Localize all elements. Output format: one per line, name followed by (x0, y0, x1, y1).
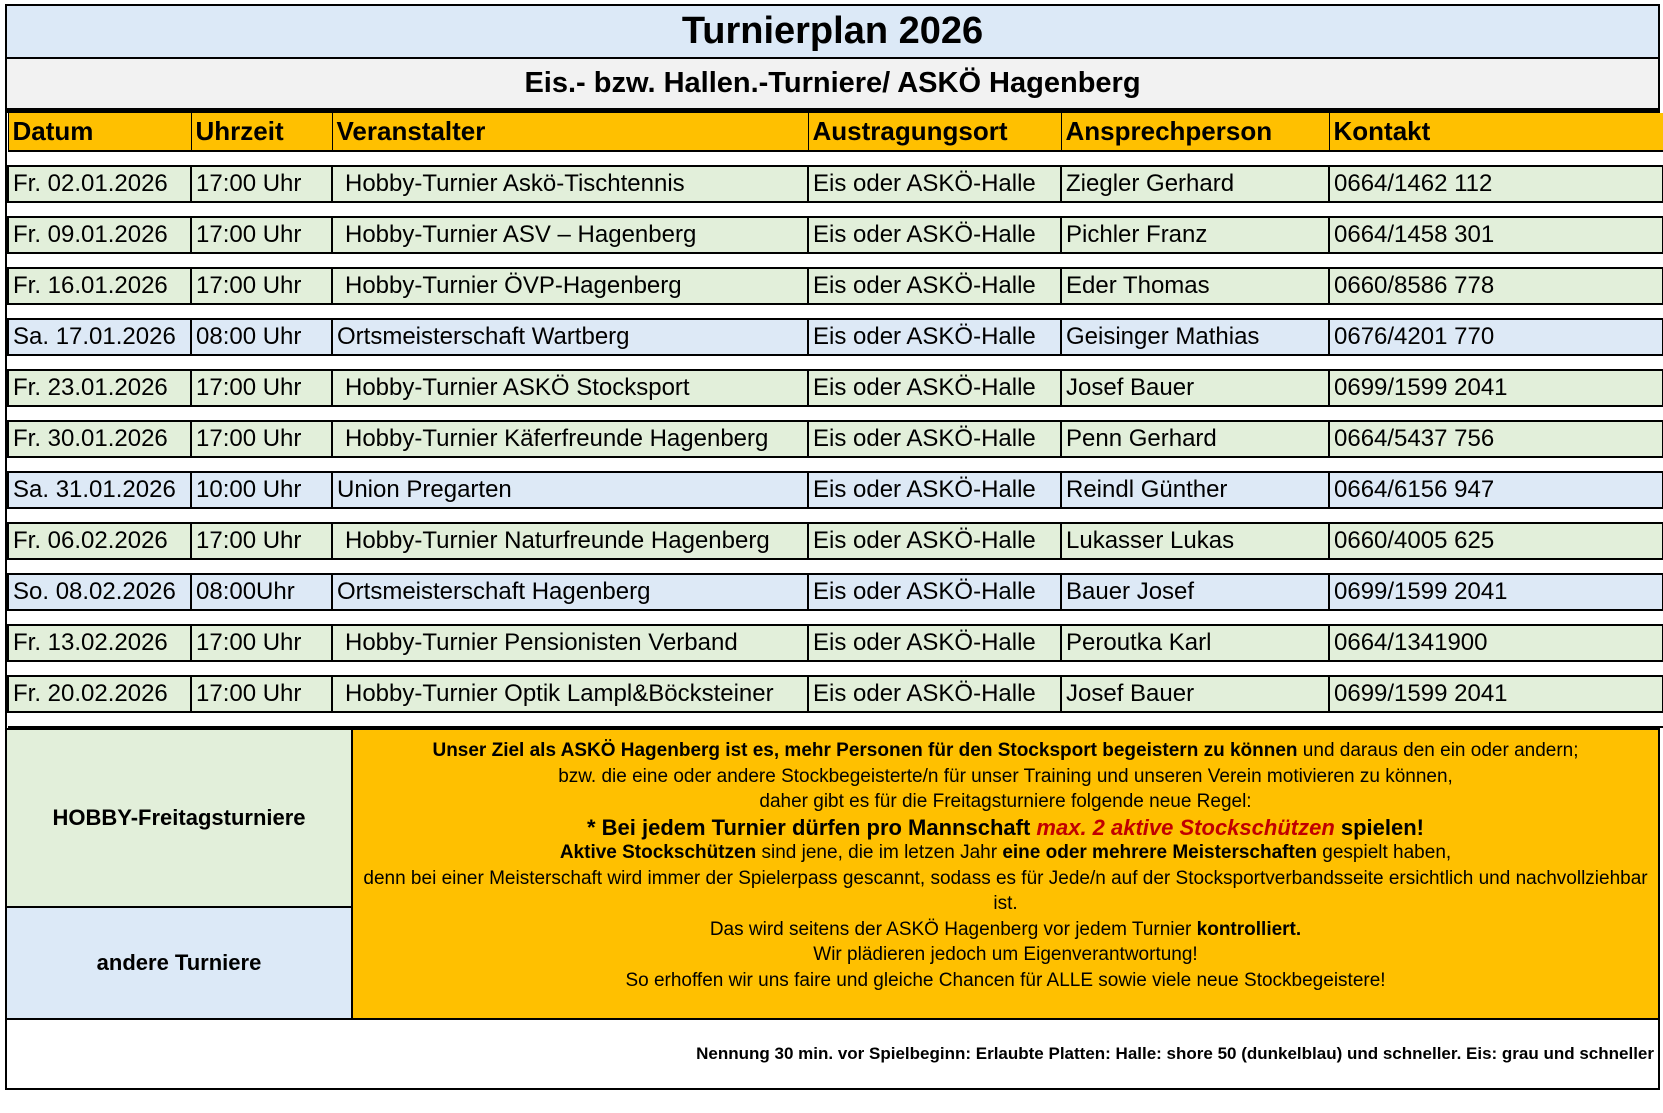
notice-l5-bold2: eine oder mehrere Meisterschaften (1002, 842, 1317, 863)
notice-l7-bold: kontrolliert. (1196, 918, 1302, 940)
col-header-austragungsort: Austragungsort (808, 113, 1061, 151)
cell-person: Bauer Josef (1061, 574, 1329, 610)
cell-kontakt: 0664/5437 756 (1329, 421, 1663, 457)
cell-uhrzeit: 17:00 Uhr (191, 370, 332, 406)
cell-uhrzeit: 17:00 Uhr (191, 268, 332, 304)
col-header-kontakt: Kontakt (1329, 113, 1663, 151)
cell-person: Pichler Franz (1061, 217, 1329, 253)
row-separator (8, 559, 1663, 574)
row-separator (8, 406, 1663, 421)
notice-l5-end: gespielt haben, (1317, 842, 1452, 863)
cell-kontakt: 0660/4005 625 (1329, 523, 1663, 559)
legend-other: andere Turniere (7, 908, 351, 1018)
cell-person: Ziegler Gerhard (1061, 166, 1329, 202)
cell-datum: Fr. 02.01.2026 (8, 166, 191, 202)
cell-ort: Eis oder ASKÖ-Halle (808, 676, 1061, 712)
cell-kontakt: 0699/1599 2041 (1329, 574, 1663, 610)
cell-veranstalter: Hobby-Turnier ÖVP-Hagenberg (332, 268, 808, 304)
cell-ort: Eis oder ASKÖ-Halle (808, 574, 1061, 610)
row-separator (8, 202, 1663, 217)
cell-datum: Fr. 13.02.2026 (8, 625, 191, 661)
notice-line-3: daher gibt es für die Freitagsturniere folgende neue Regel: (759, 791, 1252, 812)
cell-kontakt: 0664/1458 301 (1329, 217, 1663, 253)
cell-veranstalter: Union Pregarten (332, 472, 808, 508)
notice-l5-mid: sind jene, die im letzen Jahr (756, 842, 1003, 863)
cell-kontakt: 0664/1462 112 (1329, 166, 1663, 202)
row-separator-cell (8, 661, 1663, 676)
table-row (8, 421, 1663, 457)
cell-person: Reindl Günther (1061, 472, 1329, 508)
table-body (8, 151, 1663, 727)
notice-l4-red: max. 2 aktive Stockschützen (1036, 814, 1335, 840)
row-separator-cell (8, 610, 1663, 625)
cell-uhrzeit: 17:00 Uhr (191, 217, 332, 253)
row-separator-cell (8, 202, 1663, 217)
cell-uhrzeit: 17:00 Uhr (191, 625, 332, 661)
cell-person: Josef Bauer (1061, 370, 1329, 406)
page-title: Turnierplan 2026 (7, 6, 1658, 59)
notice-rule-line (353, 815, 1658, 841)
row-separator (8, 304, 1663, 319)
row-separator (8, 151, 1663, 166)
cell-person: Peroutka Karl (1061, 625, 1329, 661)
cell-veranstalter: Hobby-Turnier ASKÖ Stocksport (332, 370, 808, 406)
cell-datum: Sa. 17.01.2026 (8, 319, 191, 355)
cell-datum: Fr. 23.01.2026 (8, 370, 191, 406)
notice-l1-rest: und daraus den ein oder andern; (1297, 740, 1579, 761)
cell-datum: Sa. 31.01.2026 (8, 472, 191, 508)
notice-l1-bold: Unser Ziel als ASKÖ Hagenberg ist es, mehr Personen für den Stocksport begeistern zu können (432, 740, 1298, 761)
rules-notice (353, 730, 1658, 1018)
cell-uhrzeit: 17:00 Uhr (191, 421, 332, 457)
cell-uhrzeit: 17:00 Uhr (191, 166, 332, 202)
cell-veranstalter: Hobby-Turnier Käferfreunde Hagenberg (332, 421, 808, 457)
row-separator-cell (8, 508, 1663, 523)
cell-kontakt: 0664/1341900 (1329, 625, 1663, 661)
cell-person: Josef Bauer (1061, 676, 1329, 712)
cell-veranstalter: Ortsmeisterschaft Hagenberg (332, 574, 808, 610)
cell-person: Eder Thomas (1061, 268, 1329, 304)
col-header-ansprechperson: Ansprechperson (1061, 113, 1329, 151)
cell-datum: Fr. 30.01.2026 (8, 421, 191, 457)
info-section (7, 728, 1658, 1018)
cell-ort: Eis oder ASKÖ-Halle (808, 166, 1061, 202)
cell-ort: Eis oder ASKÖ-Halle (808, 268, 1061, 304)
table-row (8, 625, 1663, 661)
row-separator-cell (8, 151, 1663, 166)
notice-line-7 (353, 917, 1658, 943)
cell-veranstalter: Hobby-Turnier Askö-Tischtennis (332, 166, 808, 202)
tournament-table (7, 113, 1663, 728)
cell-uhrzeit: 08:00 Uhr (191, 319, 332, 355)
cell-ort: Eis oder ASKÖ-Halle (808, 625, 1061, 661)
cell-ort: Eis oder ASKÖ-Halle (808, 319, 1061, 355)
row-separator-cell (8, 253, 1663, 268)
cell-veranstalter: Hobby-Turnier ASV – Hagenberg (332, 217, 808, 253)
row-separator (8, 355, 1663, 370)
cell-uhrzeit: 08:00Uhr (191, 574, 332, 610)
row-separator (8, 712, 1663, 727)
tournament-sheet (5, 4, 1660, 1090)
page-subtitle: Eis.- bzw. Hallen.-Turniere/ ASKÖ Hagenberg (7, 59, 1658, 113)
notice-l5-bold1: Aktive Stockschützen (559, 842, 757, 863)
cell-ort: Eis oder ASKÖ-Halle (808, 523, 1061, 559)
row-separator-cell (8, 304, 1663, 319)
cell-person: Penn Gerhard (1061, 421, 1329, 457)
cell-ort: Eis oder ASKÖ-Halle (808, 217, 1061, 253)
notice-l7-a: Das wird seitens der ASKÖ Hagenberg vor jedem Turnier (709, 918, 1197, 940)
row-separator-cell (8, 355, 1663, 370)
cell-kontakt: 0660/8586 778 (1329, 268, 1663, 304)
cell-kontakt: 0664/6156 947 (1329, 472, 1663, 508)
table-row (8, 166, 1663, 202)
col-header-veranstalter: Veranstalter (332, 113, 808, 151)
row-separator-cell (8, 406, 1663, 421)
table-row (8, 319, 1663, 355)
row-separator (8, 661, 1663, 676)
notice-line-5 (353, 840, 1658, 866)
notice-l4-b: spielen! (1334, 814, 1425, 840)
row-separator-cell (8, 712, 1663, 727)
cell-datum: Fr. 16.01.2026 (8, 268, 191, 304)
cell-veranstalter: Hobby-Turnier Naturfreunde Hagenberg (332, 523, 808, 559)
notice-line-1 (353, 738, 1658, 764)
cell-ort: Eis oder ASKÖ-Halle (808, 370, 1061, 406)
table-row (8, 370, 1663, 406)
cell-datum: So. 08.02.2026 (8, 574, 191, 610)
row-separator (8, 508, 1663, 523)
table-row (8, 217, 1663, 253)
cell-veranstalter: Hobby-Turnier Optik Lampl&Böcksteiner (332, 676, 808, 712)
cell-uhrzeit: 17:00 Uhr (191, 523, 332, 559)
legend-hobby: HOBBY-Freitagsturniere (7, 730, 351, 908)
cell-person: Geisinger Mathias (1061, 319, 1329, 355)
footer-note: Nennung 30 min. vor Spielbeginn: Erlaubte Platten: Halle: shore 50 (dunkelblau) und schneller. Eis: grau und schneller (7, 1018, 1658, 1088)
table-header-row (8, 113, 1663, 151)
cell-kontakt: 0699/1599 2041 (1329, 676, 1663, 712)
cell-datum: Fr. 09.01.2026 (8, 217, 191, 253)
table-row (8, 268, 1663, 304)
cell-datum: Fr. 20.02.2026 (8, 676, 191, 712)
table-row (8, 676, 1663, 712)
cell-datum: Fr. 06.02.2026 (8, 523, 191, 559)
cell-uhrzeit: 17:00 Uhr (191, 676, 332, 712)
cell-kontakt: 0699/1599 2041 (1329, 370, 1663, 406)
legend (7, 730, 353, 1018)
col-header-datum: Datum (8, 113, 191, 151)
notice-line-2: bzw. die eine oder andere Stockbegeisterte/n für unser Training und unseren Verein motivieren zu können, (558, 765, 1453, 787)
cell-kontakt: 0676/4201 770 (1329, 319, 1663, 355)
cell-ort: Eis oder ASKÖ-Halle (808, 472, 1061, 508)
table-row (8, 574, 1663, 610)
cell-ort: Eis oder ASKÖ-Halle (808, 421, 1061, 457)
table-row (8, 472, 1663, 508)
cell-person: Lukasser Lukas (1061, 523, 1329, 559)
cell-uhrzeit: 10:00 Uhr (191, 472, 332, 508)
cell-veranstalter: Ortsmeisterschaft Wartberg (332, 319, 808, 355)
col-header-uhrzeit: Uhrzeit (191, 113, 332, 151)
row-separator (8, 253, 1663, 268)
row-separator (8, 457, 1663, 472)
cell-veranstalter: Hobby-Turnier Pensionisten Verband (332, 625, 808, 661)
row-separator-cell (8, 457, 1663, 472)
row-separator-cell (8, 559, 1663, 574)
notice-line-9: So erhoffen wir uns faire und gleiche Chancen für ALLE sowie viele neue Stockbegeistere! (625, 969, 1386, 991)
row-separator (8, 610, 1663, 625)
notice-l4-a: * Bei jedem Turnier dürfen pro Mannschaft (586, 814, 1037, 840)
table-row (8, 523, 1663, 559)
notice-line-6: denn bei einer Meisterschaft wird immer der Spielerpass gescannt, sodass es für Jede/n auf der Stocksportverbandsseite ersichtlich und nachvollziehbar ist. (363, 867, 1648, 914)
notice-line-8: Wir plädieren jedoch um Eigenverantwortung! (813, 944, 1198, 965)
